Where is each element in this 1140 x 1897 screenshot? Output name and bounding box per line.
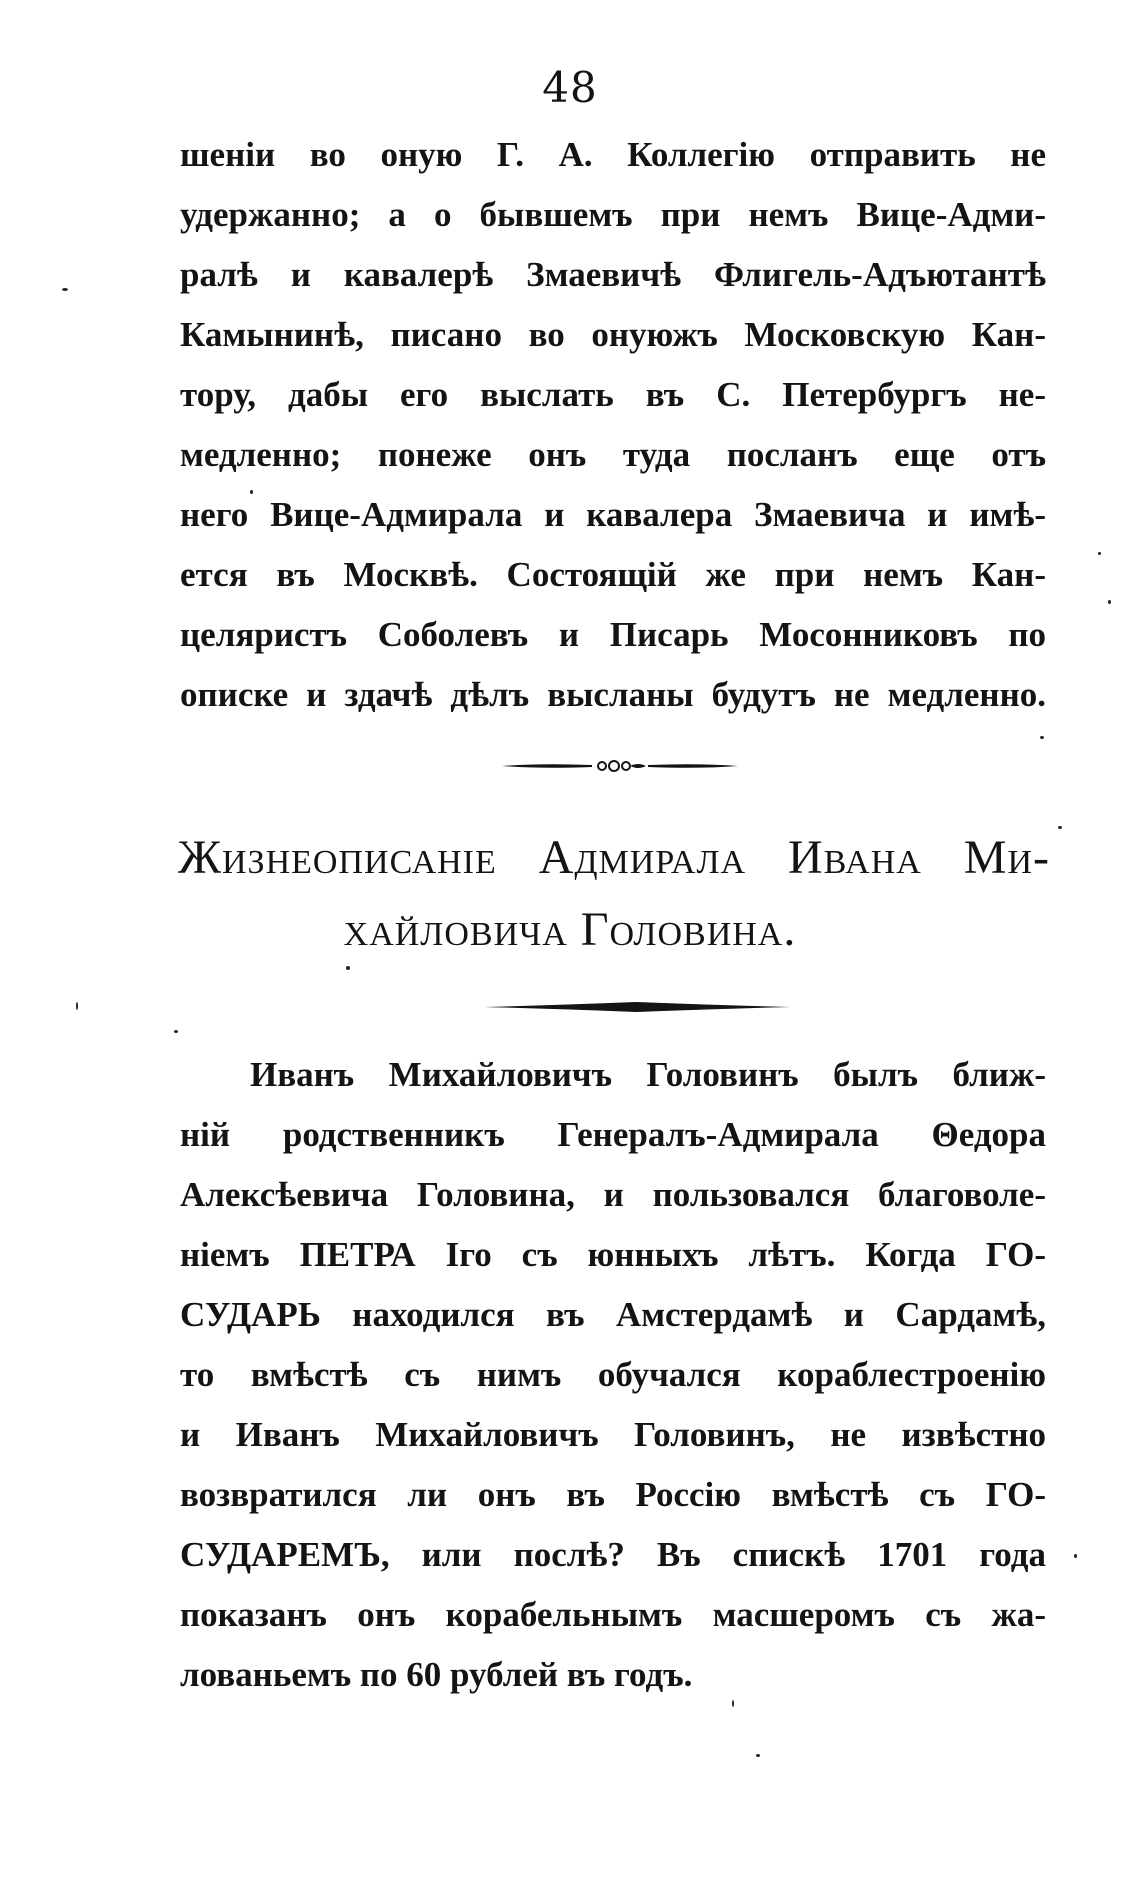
text-line: Камынинѣ, писано во онуюжъ Московскую Кан- (180, 315, 1046, 354)
text-line: ралѣ и кавалерѣ Змаевичѣ Флигель-Адъютантѣ (180, 255, 1046, 294)
text-line: шеніи во оную Г. А. Коллегію отправить не (180, 135, 1046, 174)
scan-speck (62, 288, 68, 291)
section-heading-line-2: хайловича Головина. (343, 903, 797, 956)
text-line: него Вице-Адмирала и кавалера Змаевича и имѣ- (180, 495, 1046, 534)
page-number: 48 (542, 63, 598, 112)
text-line: и Иванъ Михайловичъ Головинъ, не извѣстно (180, 1415, 1046, 1454)
scan-speck (1098, 552, 1101, 555)
scan-speck (1108, 600, 1111, 604)
text-line: ется въ Москвѣ. Состоящій же при немъ Кан- (180, 555, 1046, 594)
scan-speck (250, 490, 253, 494)
text-line: Иванъ Михайловичъ Головинъ былъ ближ- (250, 1055, 1046, 1094)
scan-speck (1040, 736, 1044, 739)
text-line: тору, дабы его выслать въ С. Петербургъ не- (180, 375, 1046, 414)
text-line: СУДАРЕМЪ, или послѣ? Въ спискѣ 1701 года (180, 1535, 1046, 1574)
text-line: удержанно; а о бывшемъ при немъ Вице-Адми- (180, 195, 1046, 234)
text-line: возвратился ли онъ въ Россію вмѣстѣ съ ГО- (180, 1475, 1046, 1514)
heading-rule-icon (482, 999, 792, 1015)
text-line: лованьемъ по 60 рублей въ годъ. (180, 1655, 693, 1694)
text-line: ній родственникъ Генералъ-Адмирала Θедора (180, 1115, 1046, 1154)
text-line: целяристъ Соболевъ и Писарь Мосонниковъ по (180, 615, 1046, 654)
text-line: описке и здачѣ дѣлъ высланы будутъ не медленно. (180, 675, 1046, 714)
text-line: то вмѣстѣ съ нимъ обучался кораблестроенію (180, 1355, 1046, 1394)
text-line: СУДАРЬ находился въ Амстердамѣ и Сардамѣ, (180, 1295, 1046, 1334)
text-line: медленно; понеже онъ туда посланъ еще отъ (180, 435, 1046, 474)
section-heading-line-1: Жизнеописаніе Адмирала Ивана Ми- (178, 831, 1050, 884)
scan-speck (1074, 1554, 1077, 1558)
ornament-rule-icon (500, 754, 740, 778)
scan-speck (76, 1002, 78, 1010)
scan-speck (732, 1700, 734, 1707)
scan-speck (174, 1030, 178, 1033)
text-line: ніемъ ПЕТРА Iго съ юнныхъ лѣтъ. Когда ГО- (180, 1235, 1046, 1274)
scan-speck (346, 966, 350, 970)
text-line: Алексѣевича Головина, и пользовался благоволе- (180, 1175, 1046, 1214)
scan-speck (756, 1754, 760, 1757)
text-line: показанъ онъ корабельнымъ масшеромъ съ жа- (180, 1595, 1046, 1634)
scan-speck (1058, 826, 1062, 829)
